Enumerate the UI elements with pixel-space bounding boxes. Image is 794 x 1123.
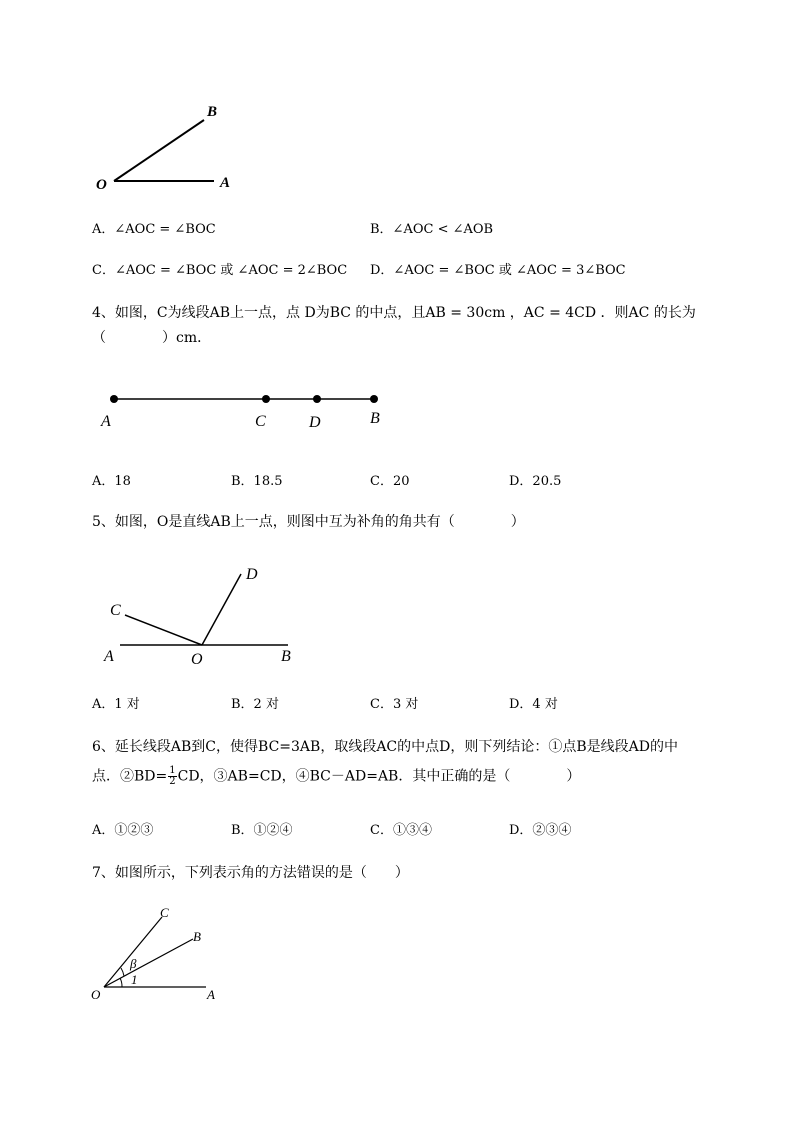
q5-option-a[interactable]: A．1 对 (92, 697, 140, 712)
q5-option-b[interactable]: B．2 对 (231, 697, 279, 712)
q3-option-c[interactable]: C．∠AOC = ∠BOC 或 ∠AOC = 2∠BOC (92, 263, 348, 278)
label-c: C (160, 905, 169, 920)
label-beta: β (130, 956, 137, 971)
label-b: B (207, 104, 218, 120)
label-o: O (96, 177, 107, 193)
q6-line2-post: CD，③AB=CD，④BC－AD=AB．其中正确的是（ ） (177, 768, 581, 785)
point-a (110, 395, 118, 403)
q4-stem-line1: 4、如图，C为线段AB上一点，点 D为BC 的中点，且AB = 30cm ，AC = 4CD ．则AC 的长为 (92, 305, 696, 321)
q5-option-d[interactable]: D．4 对 (509, 697, 558, 712)
label-d: D (246, 566, 258, 583)
label-b: B (193, 929, 201, 944)
q4-option-b[interactable]: B．18.5 (231, 474, 283, 489)
point-d (313, 395, 321, 403)
point-c (262, 395, 270, 403)
q5-option-c[interactable]: C．3 对 (370, 697, 419, 712)
label-b: B (370, 410, 380, 427)
q5-stem: 5、如图，O是直线AB上一点，则图中互为补角的角共有（ ） (92, 514, 525, 530)
label-a: A (207, 987, 215, 1002)
q6-option-c[interactable]: C．①③④ (370, 823, 432, 838)
label-a: A (104, 648, 114, 665)
point-b (370, 395, 378, 403)
figure-q4-segment (95, 385, 395, 435)
q6-stem-line1: 6、延长线段AB到C，使得BC=3AB，取线段AC的中点D，则下列结论：①点B是线段AD的中 (92, 739, 678, 755)
q6-option-a[interactable]: A．①②③ (92, 823, 154, 838)
label-c: C (110, 602, 121, 619)
label-o: O (191, 651, 203, 668)
ray-ob (114, 120, 204, 181)
ray-ob (104, 939, 193, 987)
fraction-one-half (168, 766, 176, 787)
q6-line2-pre: 点．②BD= (92, 768, 168, 785)
label-a: A (220, 175, 231, 191)
figure-q5-angles (98, 560, 308, 672)
arc-angle-1 (120, 978, 122, 987)
q6-option-b[interactable]: B．①②④ (231, 823, 293, 838)
fraction-numerator: 1 (169, 765, 176, 776)
label-1: 1 (131, 972, 138, 987)
q3-option-d[interactable]: D．∠AOC = ∠BOC 或 ∠AOC = 3∠BOC (370, 263, 626, 278)
q7-stem: 7、如图所示，下列表示角的方法错误的是（ ） (92, 865, 409, 881)
q4-option-a[interactable]: A．18 (92, 474, 131, 489)
ray-od (202, 574, 241, 645)
fraction-denominator: 2 (169, 776, 176, 787)
label-a: A (101, 413, 111, 430)
arc-angle-beta (121, 968, 124, 976)
label-b: B (281, 648, 291, 665)
q3-option-a[interactable]: A．∠AOC = ∠BOC (92, 222, 216, 237)
q6-stem-line2 (92, 766, 580, 787)
label-c: C (255, 413, 266, 430)
label-o: O (91, 987, 101, 1002)
q4-option-c[interactable]: C．20 (370, 474, 410, 489)
q4-option-d[interactable]: D．20.5 (509, 474, 562, 489)
q3-option-b[interactable]: B．∠AOC < ∠AOB (370, 222, 494, 237)
figure-q3-angle (88, 95, 248, 200)
figure-q7-angles (88, 900, 228, 1005)
label-d: D (309, 414, 321, 431)
q4-stem-line2: （ ）cm． (92, 330, 212, 346)
ray-oc (125, 615, 202, 645)
q6-option-d[interactable]: D．②③④ (509, 823, 572, 838)
